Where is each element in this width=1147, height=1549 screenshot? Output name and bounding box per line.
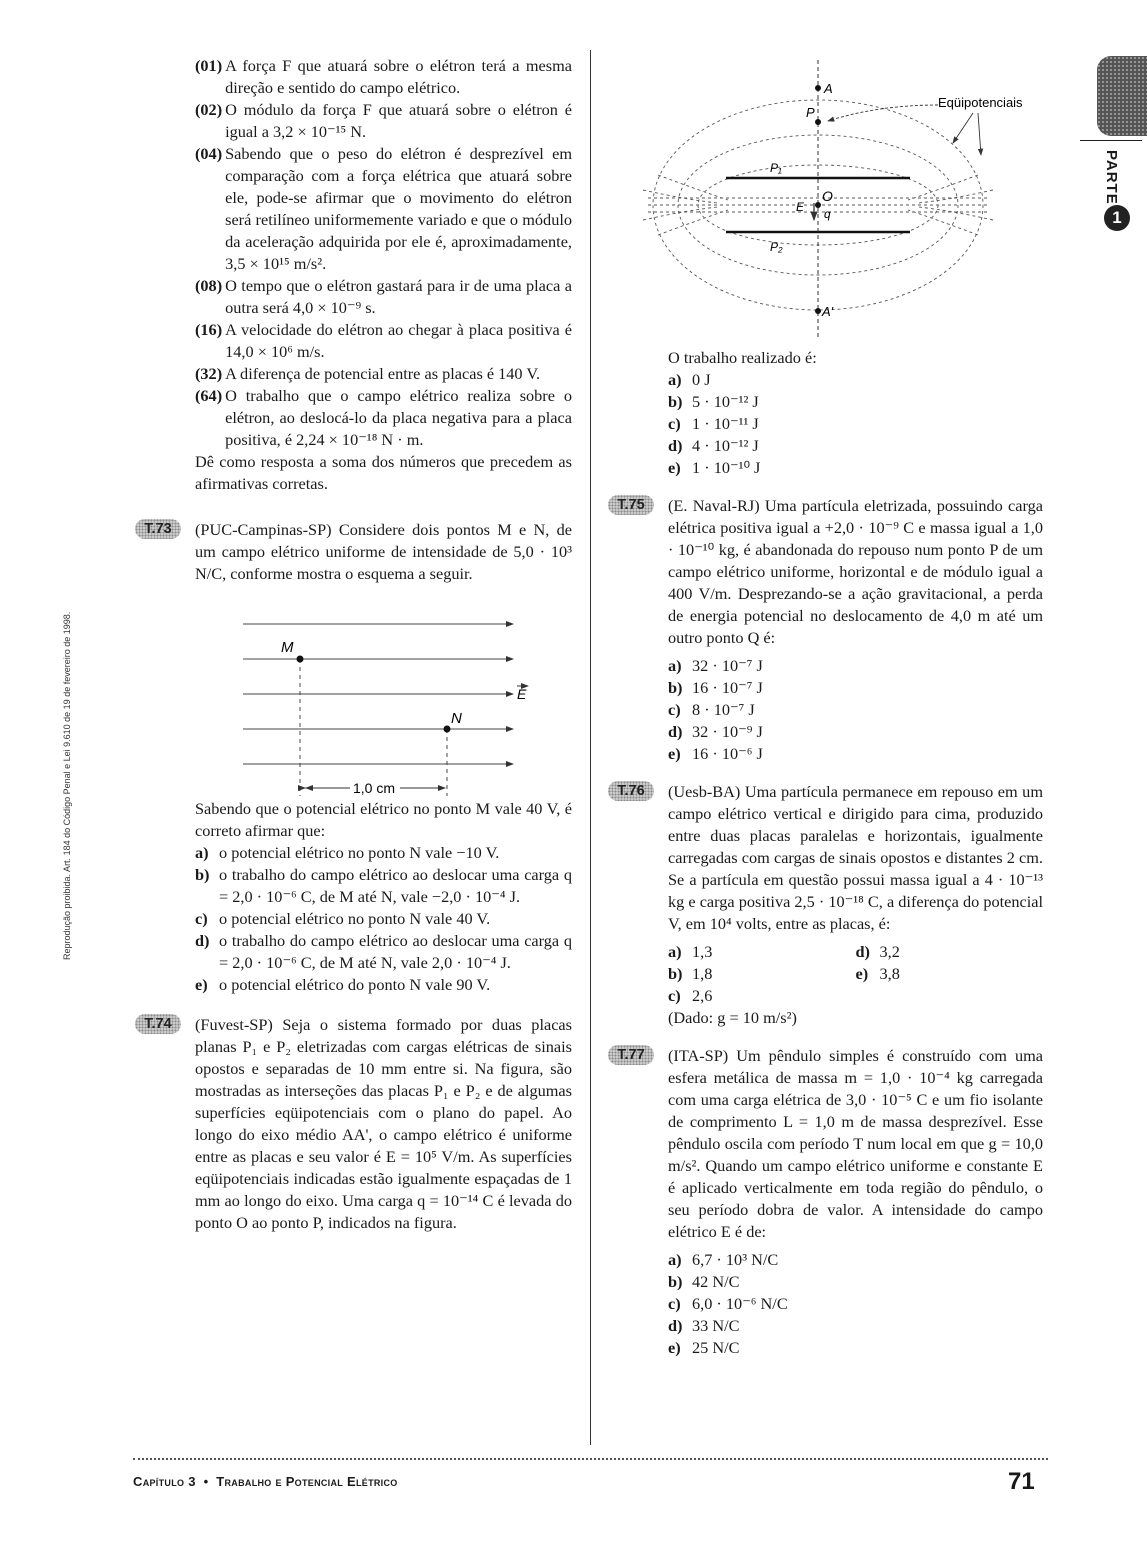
statement-16: (16) A velocidade do elétron ao chegar à placa positiva é 14,0 × 10⁶ m/s.	[195, 320, 572, 361]
question-statement: (Uesb-BA) Uma partícula permanece em repouso em um campo elétrico vertical e dirigido para cima, produzido entre duas placas paralelas e horizontais, igualmente carregadas com cargas de sinais opostos e distantes 2 cm. Se a partícula em questão possui massa igual a 4 · 10⁻¹³ kg e carga positiva 2,5 · 10⁻¹⁸ C, a diferença do potencial V, em 10⁴ volts, entre as placas, é:	[668, 782, 1043, 933]
closing-instruction: Dê como resposta a soma dos números que precedem as afirmativas corretas.	[195, 452, 572, 493]
option-e: e) o potencial elétrico do ponto N vale 90 V.	[195, 975, 491, 994]
t74-prompt: O trabalho realizado é:	[668, 348, 817, 367]
point-a-label: A	[824, 81, 833, 96]
option-a: a) o potencial elétrico no ponto N vale −10 V.	[195, 843, 500, 862]
option-c: c) 8 · 10⁻⁷ J	[668, 700, 755, 719]
option-e: e) 16 · 10⁻⁶ J	[668, 744, 763, 763]
charge-q-label: q	[824, 207, 831, 221]
point-o-label: O	[822, 188, 833, 204]
question-badge: T.76	[608, 781, 654, 801]
option-e: e) 25 N/C	[668, 1338, 740, 1357]
page-number: 71	[1008, 1468, 1035, 1495]
part-number: 1	[1104, 205, 1130, 231]
option-d: d) 4 · 10⁻¹² J	[668, 436, 759, 455]
question-statement: (ITA-SP) Um pêndulo simples é construído com uma esfera metálica de massa m = 1,0 · 10⁻⁴ kg carregada com uma carga elétrica de 3,0 · 10⁻⁵ C e um fio isolante de comprimento L = 1,0 m de massa desprezível. Esse pêndulo oscila com período T num local em que g = 10,0 m/s². Quando um campo elétrico uniforme e constante E é aplicado verticalmente em toda região do pêndulo, o seu período dobra de valor. A intensidade do campo elétrico E é de:	[668, 1046, 1043, 1241]
field-e-label: E	[796, 200, 805, 214]
option-c: c) o potencial elétrico no ponto N vale 40 V.	[195, 909, 491, 928]
statement-32: (32) A diferença de potencial entre as placas é 140 V.	[195, 364, 541, 383]
copyright-note: Reprodução proibida. Art. 184 do Código Penal e Lei 9.610 de 19 de fevereiro de 1998.	[62, 611, 72, 960]
option-b: b) 1,8	[668, 964, 713, 983]
option-c: c) 2,6	[668, 986, 713, 1005]
distance-label: 1,0 cm	[353, 780, 396, 796]
question-prompt: Sabendo que o potencial elétrico no ponto M vale 40 V, é correto afirmar que:	[195, 799, 572, 840]
part-label: PARTE	[1103, 150, 1120, 205]
section-tab	[1097, 56, 1147, 136]
option-d: d) 32 · 10⁻⁹ J	[668, 722, 763, 741]
footer-divider	[133, 1458, 1048, 1460]
statement-08: (08) O tempo que o elétron gastará para ir de uma placa a outra será 4,0 × 10⁻⁹ s.	[195, 276, 572, 317]
footer-chapter	[133, 1474, 398, 1489]
right-column	[617, 55, 1043, 1359]
question-t73	[144, 519, 572, 585]
plate-p2-label: P₂	[770, 240, 783, 254]
statement-64: (64) O trabalho que o campo elétrico realiza sobre o elétron, ao deslocá-lo da placa negativa para a placa positiva, é 2,24 × 10⁻¹⁸ N · m.	[195, 386, 572, 449]
chapter-label: Capítulo 3	[133, 1474, 196, 1489]
option-d: d) 33 N/C	[668, 1316, 740, 1335]
option-b: b) 5 · 10⁻¹² J	[668, 392, 759, 411]
point-n-label: N	[451, 710, 462, 727]
field-e-label: E	[517, 686, 527, 702]
option-a: a) 32 · 10⁻⁷ J	[668, 656, 763, 675]
tab-divider	[1080, 140, 1142, 141]
option-c: c) 6,0 · 10⁻⁶ N/C	[668, 1294, 788, 1313]
equipotentials-label: Eqüipotenciais	[938, 95, 1023, 110]
option-d: d) 3,2	[855, 942, 900, 961]
question-t75	[617, 495, 1043, 649]
option-e: e) 3,8	[855, 964, 900, 983]
point-m-label: M	[281, 639, 294, 656]
option-e: e) 1 · 10⁻¹⁰ J	[668, 458, 761, 477]
question-badge: T.74	[135, 1014, 181, 1034]
plate-p1-label: P₁	[770, 161, 782, 175]
option-a: a) 1,3	[668, 942, 713, 961]
question-t77	[617, 1045, 1043, 1243]
question-t74	[144, 1014, 572, 1234]
question-statement: (PUC-Campinas-SP) Considere dois pontos M e N, de um campo elétrico uniforme de intensidade de 5,0 · 10³ N/C, conforme mostra o esquema a seguir.	[195, 520, 572, 583]
question-badge: T.75	[608, 495, 654, 515]
statement-01: (01) A força F que atuará sobre o elétron terá a mesma direção e sentido do campo elétrico.	[195, 56, 572, 97]
point-p-label: P	[806, 105, 815, 120]
options-grid	[668, 941, 1043, 1007]
question-statement: (E. Naval-RJ) Uma partícula eletrizada, possuindo carga elétrica positiva igual a +2,0 · 10⁻⁹ C e massa igual a 1,0 · 10⁻¹⁰ kg, é abandonada do repouso num ponto P de um campo elétrico uniforme, horizontal e de módulo igual a 400 V/m. Desprezando-se a ação gravitacional, a perda de energia potencial no deslocamento de 4,0 m até um outro ponto Q é:	[668, 496, 1043, 647]
option-b: b) o trabalho do campo elétrico ao deslocar uma carga q = 2,0 · 10⁻⁶ C, de M até N, vale −2,0 · 10⁻⁴ J.	[195, 865, 572, 906]
statement-02: (02) O módulo da força F que atuará sobre o elétron é igual a 3,2 × 10⁻¹⁵ N.	[195, 100, 572, 141]
option-c: c) 1 · 10⁻¹¹ J	[668, 414, 759, 433]
chapter-title: Trabalho e Potencial Elétrico	[216, 1474, 398, 1489]
question-badge: T.73	[135, 519, 181, 539]
point-a-prime-label: A'	[822, 304, 834, 319]
statement-04: (04) Sabendo que o peso do elétron é desprezível em comparação com a força elétrica que atuará sobre ele, pode-se afirmar que o movimento do elétron será retilíneo uniformemente variado e que o módulo da aceleração adquirida por ele é, aproximadamente, 3,5 × 10¹⁵ m/s².	[195, 144, 572, 273]
given-note: (Dado: g = 10 m/s²)	[668, 1008, 797, 1027]
question-t76	[617, 781, 1043, 935]
column-divider	[590, 50, 591, 1445]
option-b: b) 16 · 10⁻⁷ J	[668, 678, 763, 697]
uniform-field-figure	[195, 591, 572, 796]
question-badge: T.77	[608, 1045, 654, 1065]
footer-bullet: •	[203, 1474, 209, 1489]
left-column	[144, 55, 572, 1234]
option-d: d) o trabalho do campo elétrico ao deslocar uma carga q = 2,0 · 10⁻⁶ C, de M até N, vale 2,0 · 10⁻⁴ J.	[195, 931, 572, 972]
option-a: a) 0 J	[668, 370, 711, 389]
option-b: b) 42 N/C	[668, 1272, 740, 1291]
question-statement: (Fuvest-SP) Seja o sistema formado por duas placas planas P₁ e P₂ eletrizadas com cargas elétricas de sinais opostos e separadas de 10 mm entre si. Na figura, são mostradas as interseções das placas P₁ e P₂ e de algumas superfícies eqüipotenciais com o plano do papel. Ao longo do eixo médio AA', o campo elétrico é uniforme entre as placas e seu valor é E = 10⁵ V/m. As superfícies eqüipotenciais indicadas estão igualmente espaçadas de 1 mm ao longo do eixo. Uma carga q = 10⁻¹⁴ C é levada do ponto O ao ponto P, indicados na figura.	[195, 1015, 572, 1232]
option-a: a) 6,7 · 10³ N/C	[668, 1250, 779, 1269]
equipotential-figure	[638, 55, 1023, 345]
